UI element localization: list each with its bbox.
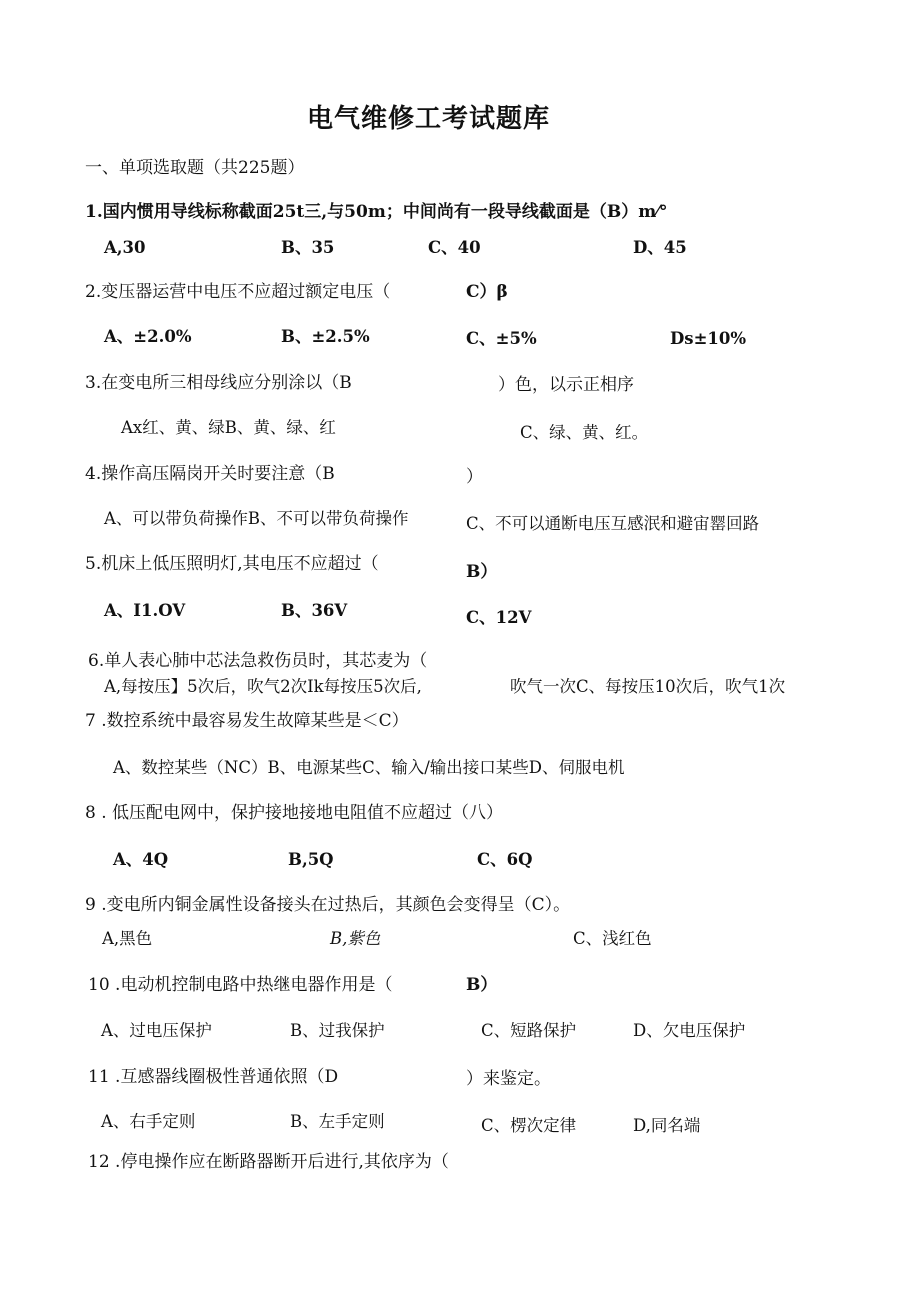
question-6-stem: 6.单人表心肺中芯法急救伤员时，其芯麦为（ xyxy=(88,651,428,671)
question-9-option-c: C、浅红色 xyxy=(573,929,652,948)
question-8-option-c: C、6Q xyxy=(477,850,533,869)
question-11-option-a: A、右手定则 xyxy=(101,1112,196,1131)
question-11-option-c: C、楞次定律 xyxy=(481,1116,577,1135)
question-4-tail: ） xyxy=(466,467,483,487)
question-1-option-b: B、35 xyxy=(281,238,335,257)
question-11-option-d: D,同名端 xyxy=(633,1116,701,1135)
question-8-stem: 8 . 低压配电网中，保护接地接地电阻值不应超过（八） xyxy=(85,803,504,823)
section-heading: 一、单项选取题（共225题） xyxy=(85,158,305,178)
question-1-option-c: C、40 xyxy=(428,238,481,257)
question-4-option-c: C、不可以通断电压互感泯和避宙罂回路 xyxy=(466,514,760,533)
question-10-answer: B） xyxy=(466,975,498,995)
question-5-option-a: A、I1.OV xyxy=(104,601,186,620)
question-9-option-a: A,黑色 xyxy=(102,929,153,948)
question-7-stem: 7 .数控系统中最容易发生故障某些是＜C） xyxy=(85,711,409,731)
question-8-option-b: B,5Q xyxy=(288,850,334,869)
question-5-stem: 5.机床上低压照明灯,其电压不应超过（ xyxy=(85,554,379,574)
question-6-stem-clipped xyxy=(80,646,640,671)
page-title: 电气维修工考试题库 xyxy=(307,104,551,134)
question-11-option-b: B、左手定则 xyxy=(290,1112,385,1131)
question-3-tail: ）色，以示正相序 xyxy=(498,375,634,395)
question-5-answer: B） xyxy=(466,562,498,582)
question-10-option-a: A、过电压保护 xyxy=(101,1021,212,1040)
question-12-stem: 12 .停电操作应在断路器断开后进行,其依序为（ xyxy=(88,1152,449,1172)
question-2-option-c: C、±5% xyxy=(466,329,537,348)
question-2-option-b: B、±2.5% xyxy=(281,327,370,346)
question-10-option-b: B、过我保护 xyxy=(290,1021,385,1040)
question-6-options-cd: 吹气一次C、每按压10次后，吹气1次 xyxy=(510,677,786,696)
question-10-option-d: D、欠电压保护 xyxy=(633,1021,746,1040)
question-5-option-c: C、12V xyxy=(466,608,532,627)
question-3-option-c: C、绿、黄、红。 xyxy=(520,423,649,442)
question-11-tail: ）来鉴定。 xyxy=(466,1069,551,1089)
question-1-stem: 1.国内惯用导线标称截面25t三,与50m；中间尚有一段导线截面是（B）m⁄° xyxy=(85,202,668,222)
question-2-option-d: Ds±10% xyxy=(670,329,747,348)
question-3-stem: 3.在变电所三相母线应分别涂以（B xyxy=(85,373,352,393)
question-2-option-a: A、±2.0% xyxy=(104,327,192,346)
question-8-option-a: A、4Q xyxy=(113,850,169,869)
question-1-option-a: A,30 xyxy=(104,238,146,257)
question-5-option-b: B、36V xyxy=(281,601,348,620)
question-10-option-c: C、短路保护 xyxy=(481,1021,577,1040)
question-7-options: A、数控某些（NC）B、电源某些C、输入/输出接口某些D、伺服电机 xyxy=(113,758,625,777)
question-10-stem: 10 .电动机控制电路中热继电器作用是（ xyxy=(88,975,393,995)
question-1-option-d: D、45 xyxy=(633,238,687,257)
question-4-options-ab: A、可以带负荷操作B、不可以带负荷操作 xyxy=(104,509,409,528)
question-4-stem: 4.操作高压隔岗开关时要注意（B xyxy=(85,464,335,484)
question-3-options-ab: Ax红、黄、绿B、黄、绿、红 xyxy=(121,418,336,437)
question-2-answer: C）β xyxy=(466,282,508,302)
question-9-option-b: B,紫色 xyxy=(330,929,381,948)
question-6-options-ab: A,每按压】5次后，吹气2次Ik每按压5次后, xyxy=(104,677,422,696)
question-2-stem: 2.变压器运营中电压不应超过额定电压（ xyxy=(85,282,391,302)
question-9-stem: 9 .变电所内铜金属性设备接头在过热后，其颜色会变得呈（C）。 xyxy=(85,895,571,915)
question-11-stem: 11 .互感器线圈极性普通依照（D xyxy=(88,1067,339,1087)
